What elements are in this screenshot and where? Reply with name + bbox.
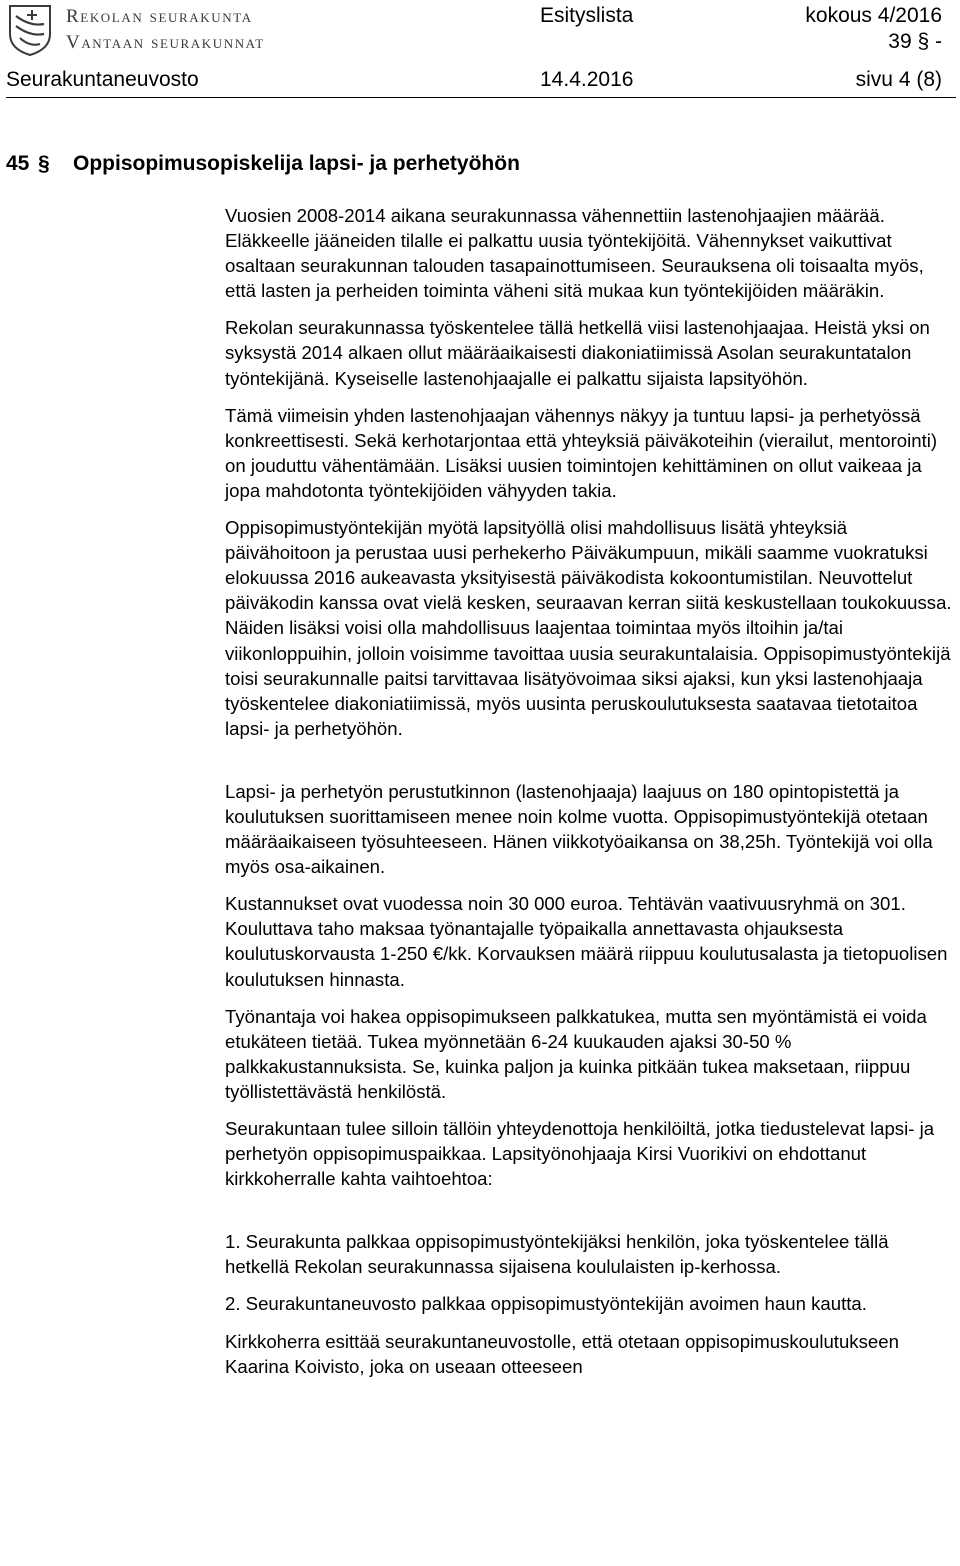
document-type: Esityslista — [540, 4, 634, 27]
paragraph: Rekolan seurakunnassa työskentelee tällä hetkellä viisi lastenohjaajaa. Heistä yksi on syksystä 2014 alkaen ollut määräaikaisesti diakoniatiimissä Asolan seurakuntatalon työntekijänä. Kyseiselle lastenohjaajalle ei palkattu sijaista lapsityöhön. — [225, 317, 930, 389]
section-range: 39 § - — [888, 30, 942, 53]
paragraph: Tämä viimeisin yhden lastenohjaajan vähennys näkyy ja tuntuu lapsi- ja perhetyössä konkreettisesti. Sekä kerhotarjontaa että yhteyksiä päiväkoteihin (vierailut, mentorointi) on jouduttu vähentämään. Lisäksi uusien toimintojen kehittäminen on ollut vaikeaa ja jopa mahdotonta työntekijöiden vähyyden takia. — [225, 404, 938, 501]
paragraph: Kustannukset ovat vuodessa noin 30 000 euroa. Tehtävän vaativuusryhmä on 301. Kouluttava taho maksaa työnantajalle työpaikalla annettavasta ohjauksesta koulutuskorvausta 1-250 €/kk. Korvauksen määrä riippuu koulutusalasta ja tietopuolisen koulutuksen hinnasta. — [225, 893, 948, 990]
logo-text-parish: Rekolan seurakunta — [66, 6, 253, 27]
paragraph: Oppisopimustyöntekijän myötä lapsityöllä olisi mahdollisuus lisätä yhteyksiä päivähoitoon ja perustaa uusi perhekerho Päiväkumpuun, mikäli saamme vuokratuksi elokuussa 2016 aukeavasta yksityisestä päiväkodista kokoontumistilan. Neuvottelut päiväkodin kanssa ovat vielä kesken, seuraavan kerran siitä keskustellaan toukokuussa. Näiden lisäksi voisi olla mahdollisuus laajentaa toimintaa myös iltoihin ja/tai viikonloppuihin, jolloin voisimme tavoittaa uusia seurakuntalaisia. Oppisopimustyöntekijä toisi seurakunnalle paitsi tarvittavaa lisätyövoimaa siksi ajaksi, kun yksi lastenohjaaja työskentelee diakoniatiimissä, myös uusinta peruskoulutuksesta saatavaa tietotaitoa lapsi- ja perhetyöhön. — [225, 517, 952, 739]
item-body — [225, 203, 953, 1379]
parish-logo — [6, 2, 306, 58]
meeting-number: kokous 4/2016 — [805, 4, 942, 27]
paragraph: Lapsi- ja perhetyön perustutkinnon (lastenohjaaja) laajuus on 180 opintopistettä ja koulutuksen suorittamiseen menee noin kolme vuotta. Oppisopimustyöntekijä otetaan määräaikaiseen työsuhteeseen. Hänen viikkotyöaikansa on 38,25h. Työntekijä voi olla myös osa-aikainen. — [225, 780, 933, 878]
header-divider — [6, 97, 956, 98]
page-header — [0, 0, 960, 100]
section-sign: § — [38, 152, 50, 175]
option-1: 1. Seurakunta palkkaa oppisopimustyöntekijäksi henkilön, joka työskentelee tällä hetkellä Rekolan seurakunnassa sijaisena koululaisten ip-kerhossa. — [225, 1231, 889, 1278]
paragraph: Työnantaja voi hakea oppisopimukseen palkkatukea, mutta sen myöntämistä ei voida etukäteen tietää. Tukea myönnetään 6-24 kuukauden ajaksi 30-50 % palkkakustannuksista. Se, kuinka paljon ja kuinka pitkään tukea maksetaan, riippuu työllistettävästä henkilöstä. — [225, 1005, 927, 1102]
meeting-date: 14.4.2016 — [540, 68, 634, 91]
governing-body: Seurakuntaneuvosto — [6, 68, 199, 91]
logo-text-union: Vantaan seurakunnat — [66, 32, 265, 53]
parish-seal-icon — [6, 4, 54, 56]
option-2: 2. Seurakuntaneuvosto palkkaa oppisopimustyöntekijän avoimen haun kautta. — [225, 1293, 867, 1315]
paragraph: Kirkkoherra esittää seurakuntaneuvostolle, että otetaan oppisopimuskoulutukseen Kaarina Koivisto, joka on useaan otteeseen — [225, 1330, 899, 1377]
agenda-item-heading — [6, 152, 520, 176]
paragraph: Seurakuntaan tulee silloin tällöin yhteydenottoja henkilöiltä, jotka tiedustelevat lapsi- ja perhetyön oppisopimuspaikkaa. Lapsityönohjaaja Kirsi Vuorikivi on ehdottanut kirkkoherralle kahta vaihtoehtoa: — [225, 1118, 935, 1190]
page-number: sivu 4 (8) — [855, 68, 942, 91]
item-title: Oppisopimusopiskelija lapsi- ja perhetyöhön — [73, 152, 520, 175]
item-number: 45 — [6, 152, 30, 175]
paragraph: Vuosien 2008-2014 aikana seurakunnassa vähennettiin lastenohjaajien määrää. Eläkkeelle jääneiden tilalle ei palkattu uusia työntekijöitä. Vähennykset vaikuttivat osaltaan seurakunnan talouden tasapainottumiseen. Seurauksena oli toisaalta myös, että lasten ja perheiden toiminta väheni sitä mukaa kun työntekijöiden määräkin. — [225, 205, 924, 302]
